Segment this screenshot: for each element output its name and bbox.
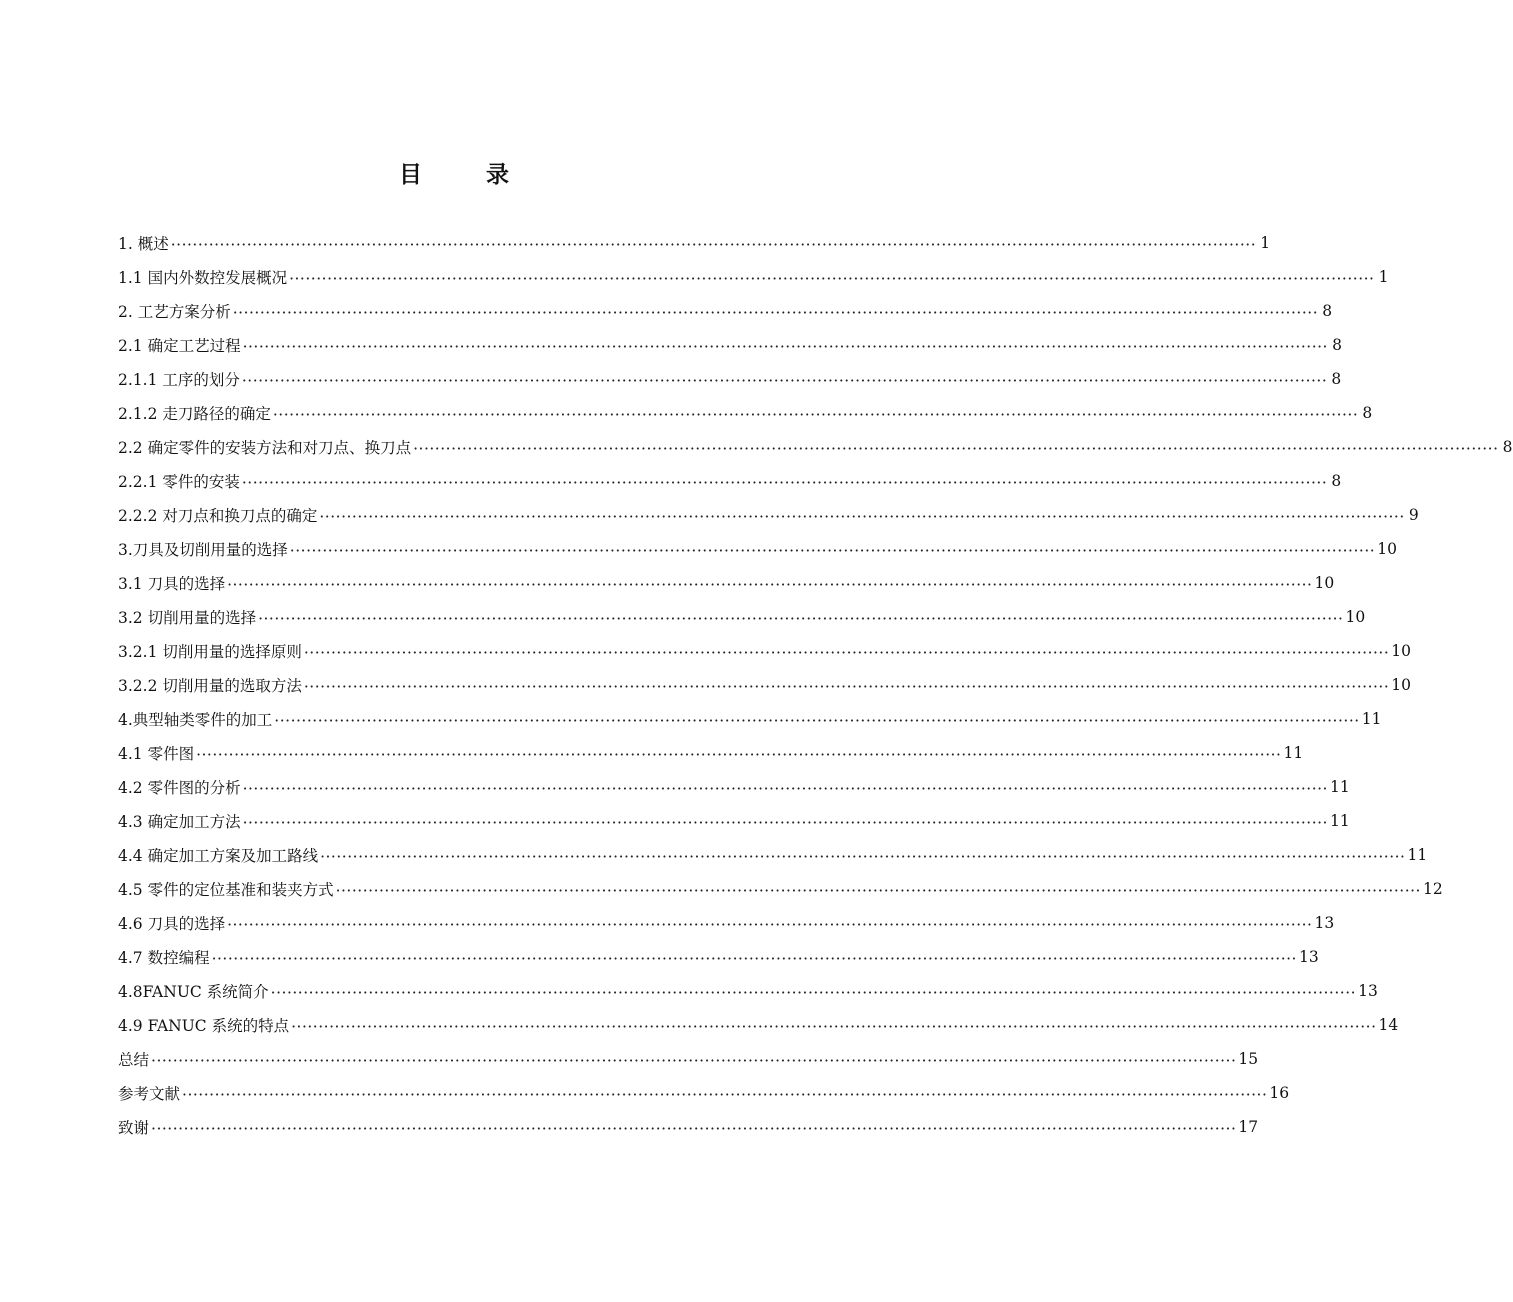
toc-entry-label: 4.典型轴类零件的加工 [118, 711, 273, 729]
toc-entry[interactable] [118, 532, 1397, 566]
toc-dot-leader: ········································································································································································································ [170, 236, 1257, 254]
toc-page-number: 11 [1329, 812, 1350, 830]
toc-entry[interactable] [118, 906, 1335, 940]
toc-entry[interactable] [118, 566, 1335, 600]
toc-entry-label: 3.2 切削用量的选择 [118, 609, 257, 627]
toc-page-number: 8 [1332, 336, 1342, 354]
toc-dot-leader: ········································································································································································································ [272, 406, 1359, 424]
toc-entry-label: 2.1 确定工艺过程 [118, 337, 241, 355]
toc-entry[interactable] [118, 702, 1382, 736]
toc-page-number: 10 [1391, 642, 1412, 660]
toc-entry[interactable] [118, 498, 1419, 532]
toc-entry-label: 4.2 零件图的分析 [118, 779, 241, 797]
toc-entry-label: 3.2.1 切削用量的选择原则 [118, 643, 302, 661]
toc-dot-leader: ········································································································································································································ [291, 1018, 1377, 1036]
toc-entry[interactable] [118, 226, 1271, 260]
toc-entry[interactable] [118, 634, 1412, 668]
toc-entry-label: 4.9 FANUC 系统的特点 [118, 1017, 290, 1035]
toc-entry[interactable] [118, 464, 1342, 498]
toc-dot-leader: ········································································································································································································ [289, 270, 1375, 288]
toc-entry-label: 2.2.2 对刀点和换刀点的确定 [118, 507, 318, 525]
toc-entry-label: 3.2.2 切削用量的选取方法 [118, 677, 302, 695]
toc-page-number: 14 [1378, 1016, 1399, 1034]
toc-entry[interactable] [118, 328, 1342, 362]
toc-page-number: 11 [1407, 846, 1428, 864]
toc-page-number: 12 [1422, 880, 1443, 898]
toc-page-number: 13 [1298, 948, 1319, 966]
toc-entry-label: 致谢 [118, 1119, 150, 1137]
toc-entry-label: 1. 概述 [118, 235, 169, 253]
toc-entry[interactable] [118, 736, 1304, 770]
toc-entry[interactable] [118, 260, 1389, 294]
toc-page-number: 13 [1314, 914, 1335, 932]
toc-dot-leader: ········································································································································································································ [303, 644, 1390, 662]
toc-dot-leader: ········································································································································································································ [227, 576, 1313, 594]
toc-page-number: 9 [1408, 506, 1419, 524]
toc-page-number: 11 [1361, 710, 1382, 728]
toc-entry-label: 2.2 确定零件的安装方法和对刀点、换刀点 [118, 439, 412, 457]
toc-dot-leader: ········································································································································································································ [320, 848, 1406, 866]
toc-dot-leader: ········································································································································································································ [182, 1086, 1268, 1104]
toc-entry-label: 1.1 国内外数控发展概况 [118, 269, 288, 287]
toc-dot-leader: ········································································································································································································ [241, 474, 1328, 492]
toc-entry-label: 4.6 刀具的选择 [118, 915, 226, 933]
toc-entry-label: 3.刀具及切削用量的选择 [118, 541, 288, 559]
toc-entry-label: 4.5 零件的定位基准和装夹方式 [118, 881, 334, 899]
toc-entry[interactable] [118, 804, 1350, 838]
toc-dot-leader: ········································································································································································································ [258, 610, 1344, 628]
toc-page-number: 10 [1345, 608, 1366, 626]
toc-dot-leader: ········································································································································································································ [242, 780, 1328, 798]
toc-dot-leader: ········································································································································································································ [270, 984, 1357, 1002]
toc-dot-leader: ········································································································································································································ [303, 678, 1390, 696]
toc-entry-label: 4.1 零件图 [118, 745, 195, 763]
page-title: 目 录 [398, 161, 537, 188]
toc-dot-leader: ········································································································································································································ [227, 916, 1313, 934]
toc-entry-label: 2.2.1 零件的安装 [118, 473, 240, 491]
toc-entry-label: 4.8FANUC 系统简介 [118, 983, 269, 1001]
toc-entry-label: 参考文献 [118, 1085, 181, 1103]
toc-entry[interactable] [118, 770, 1350, 804]
toc-entry-label: 3.1 刀具的选择 [118, 575, 226, 593]
toc-dot-leader: ········································································································································································································ [319, 508, 1405, 526]
toc-entry-label: 4.4 确定加工方案及加工路线 [118, 847, 319, 865]
table-of-contents [118, 226, 1513, 1144]
toc-page-number: 11 [1329, 778, 1350, 796]
toc-entry-label: 2. 工艺方案分析 [118, 303, 231, 321]
toc-dot-leader: ········································································································································································································ [274, 712, 1360, 730]
toc-entry-label: 总结 [118, 1051, 150, 1069]
toc-page-number: 11 [1283, 744, 1304, 762]
toc-entry[interactable] [118, 396, 1373, 430]
toc-dot-leader: ········································································································································································································ [242, 814, 1328, 832]
toc-page-number: 8 [1502, 438, 1513, 456]
toc-page-number: 10 [1314, 574, 1335, 592]
toc-entry[interactable] [118, 940, 1319, 974]
toc-dot-leader: ········································································································································································································ [151, 1120, 1237, 1138]
toc-entry[interactable] [118, 838, 1428, 872]
toc-page-number: 1 [1378, 268, 1389, 286]
toc-dot-leader: ········································································································································································································ [196, 746, 1282, 764]
toc-page-number: 10 [1391, 676, 1412, 694]
toc-entry[interactable] [118, 362, 1342, 396]
toc-entry-label: 2.1.1 工序的划分 [118, 371, 240, 389]
toc-dot-leader: ········································································································································································································ [241, 372, 1328, 390]
toc-dot-leader: ········································································································································································································ [232, 304, 1319, 322]
toc-page-number: 8 [1331, 370, 1342, 388]
toc-entry[interactable] [118, 1110, 1259, 1144]
toc-entry[interactable] [118, 974, 1378, 1008]
toc-entry[interactable] [118, 294, 1333, 328]
toc-page-number: 16 [1269, 1084, 1290, 1102]
toc-page-number: 17 [1238, 1118, 1259, 1136]
toc-entry[interactable] [118, 600, 1366, 634]
toc-page-number: 15 [1238, 1050, 1259, 1068]
toc-dot-leader: ········································································································································································································ [151, 1052, 1237, 1070]
toc-page-number: 10 [1377, 540, 1397, 558]
toc-dot-leader: ········································································································································································································ [335, 882, 1421, 900]
toc-dot-leader: ········································································································································································································ [289, 542, 1376, 560]
toc-entry-label: 4.3 确定加工方法 [118, 813, 241, 831]
toc-dot-leader: ········································································································································································································ [242, 338, 1328, 356]
toc-entry-label: 4.7 数控编程 [118, 949, 210, 967]
toc-page-number: 8 [1362, 404, 1373, 422]
toc-entry[interactable] [118, 1076, 1290, 1110]
toc-entry[interactable] [118, 668, 1412, 702]
toc-entry[interactable] [118, 1008, 1399, 1042]
toc-entry[interactable] [118, 430, 1513, 464]
toc-page-number: 8 [1322, 302, 1333, 320]
toc-entry-label: 2.1.2 走刀路径的确定 [118, 405, 271, 423]
toc-dot-leader: ········································································································································································································ [211, 950, 1297, 968]
toc-dot-leader: ········································································································································································································ [413, 440, 1499, 458]
toc-page-number: 8 [1331, 472, 1342, 490]
toc-entry[interactable] [118, 1042, 1259, 1076]
toc-entry[interactable] [118, 872, 1443, 906]
toc-page-number: 13 [1358, 982, 1378, 1000]
toc-page-number: 1 [1260, 234, 1271, 252]
